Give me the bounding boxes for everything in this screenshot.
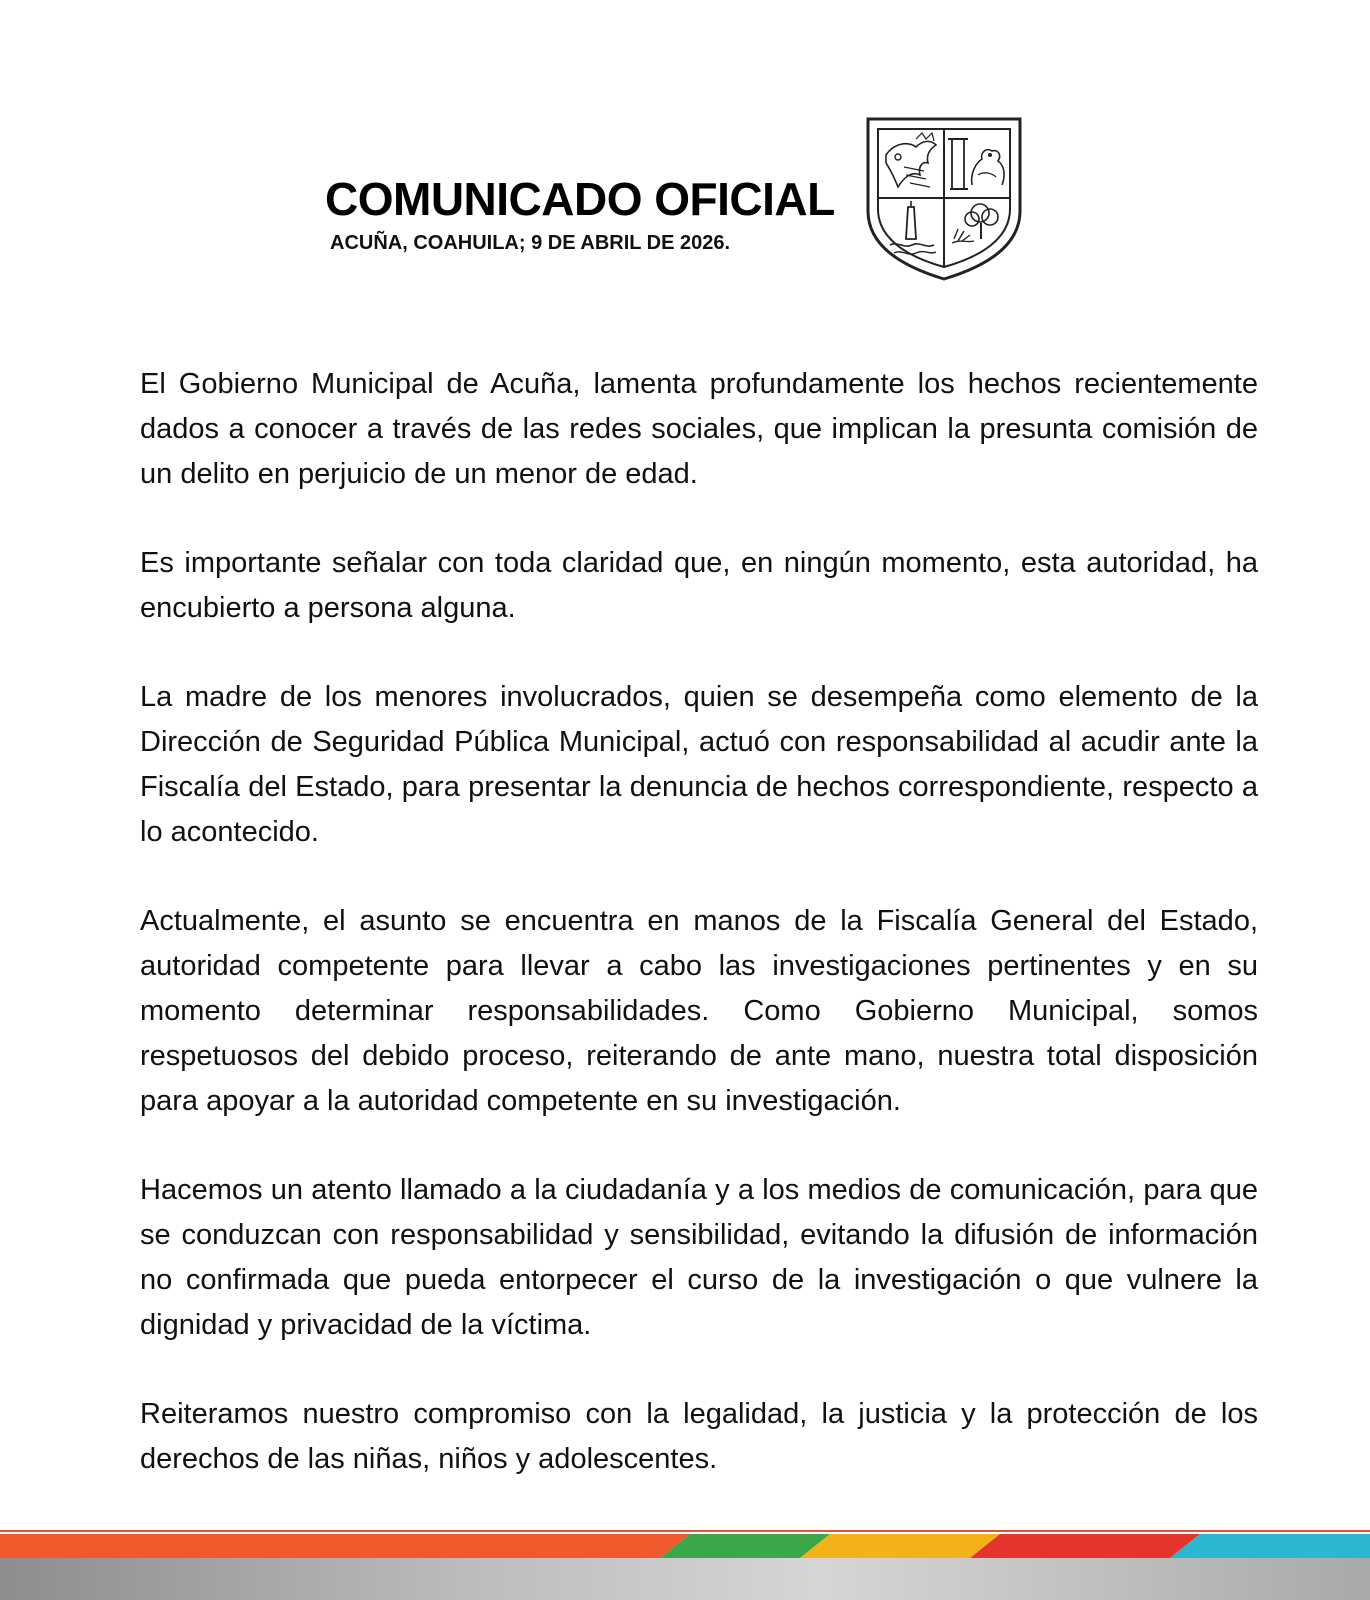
footer-band	[0, 1530, 1370, 1600]
footer-color-stripes	[0, 1534, 1370, 1558]
document-body	[140, 362, 1258, 1526]
paragraph-1: El Gobierno Municipal de Acuña, lamenta profundamente los hechos recientemente dados a conocer a través de las redes sociales, que implican la presunta comisión de un delito en perjuicio de un menor de edad.	[140, 368, 1258, 490]
footer-top-line	[0, 1530, 1370, 1532]
stripe-orange	[0, 1534, 690, 1558]
paragraph-6: Reiteramos nuestro compromiso con la legalidad, la justicia y la protección de los derechos de las niñas, niños y adolescentes.	[140, 1398, 1258, 1475]
stripe-cyan	[1170, 1534, 1370, 1558]
paragraph-5: Hacemos un atento llamado a la ciudadanía y a los medios de comunicación, para que se conduzcan con responsabilidad y sensibilidad, evitando la difusión de información no confirmada que pueda entorpecer el curso de la investigación o que vulnere la dignidad y privacidad de la víctima.	[140, 1174, 1258, 1341]
paragraph-2: Es importante señalar con toda claridad que, en ningún momento, esta autoridad, ha encubierto a persona alguna.	[140, 547, 1258, 624]
stripe-yellow	[800, 1534, 1000, 1558]
document-title: COMUNICADO OFICIAL	[325, 173, 835, 225]
document-header	[0, 0, 1370, 300]
stripe-red	[970, 1534, 1200, 1558]
paragraph-3: La madre de los menores involucrados, quien se desempeña como elemento de la Dirección de Seguridad Pública Municipal, actuó con responsabilidad al acudir ante la Fiscalía del Estado, para presentar la denuncia de hechos correspondiente, respecto a lo acontecido.	[140, 681, 1258, 848]
municipal-coat-of-arms-icon	[864, 115, 1024, 283]
document-dateline: ACUÑA, COAHUILA; 9 DE ABRIL DE 2026.	[330, 232, 731, 254]
footer-gray-band	[0, 1558, 1370, 1600]
paragraph-4: Actualmente, el asunto se encuentra en manos de la Fiscalía General del Estado, autoridad competente para llevar a cabo las investigaciones pertinentes y en su momento determinar responsabilidades. Como Gobierno Municipal, somos respetuosos del debido proceso, reiterando de ante mano, nuestra total disposición para apoyar a la autoridad competente en su investigación.	[140, 905, 1258, 1117]
